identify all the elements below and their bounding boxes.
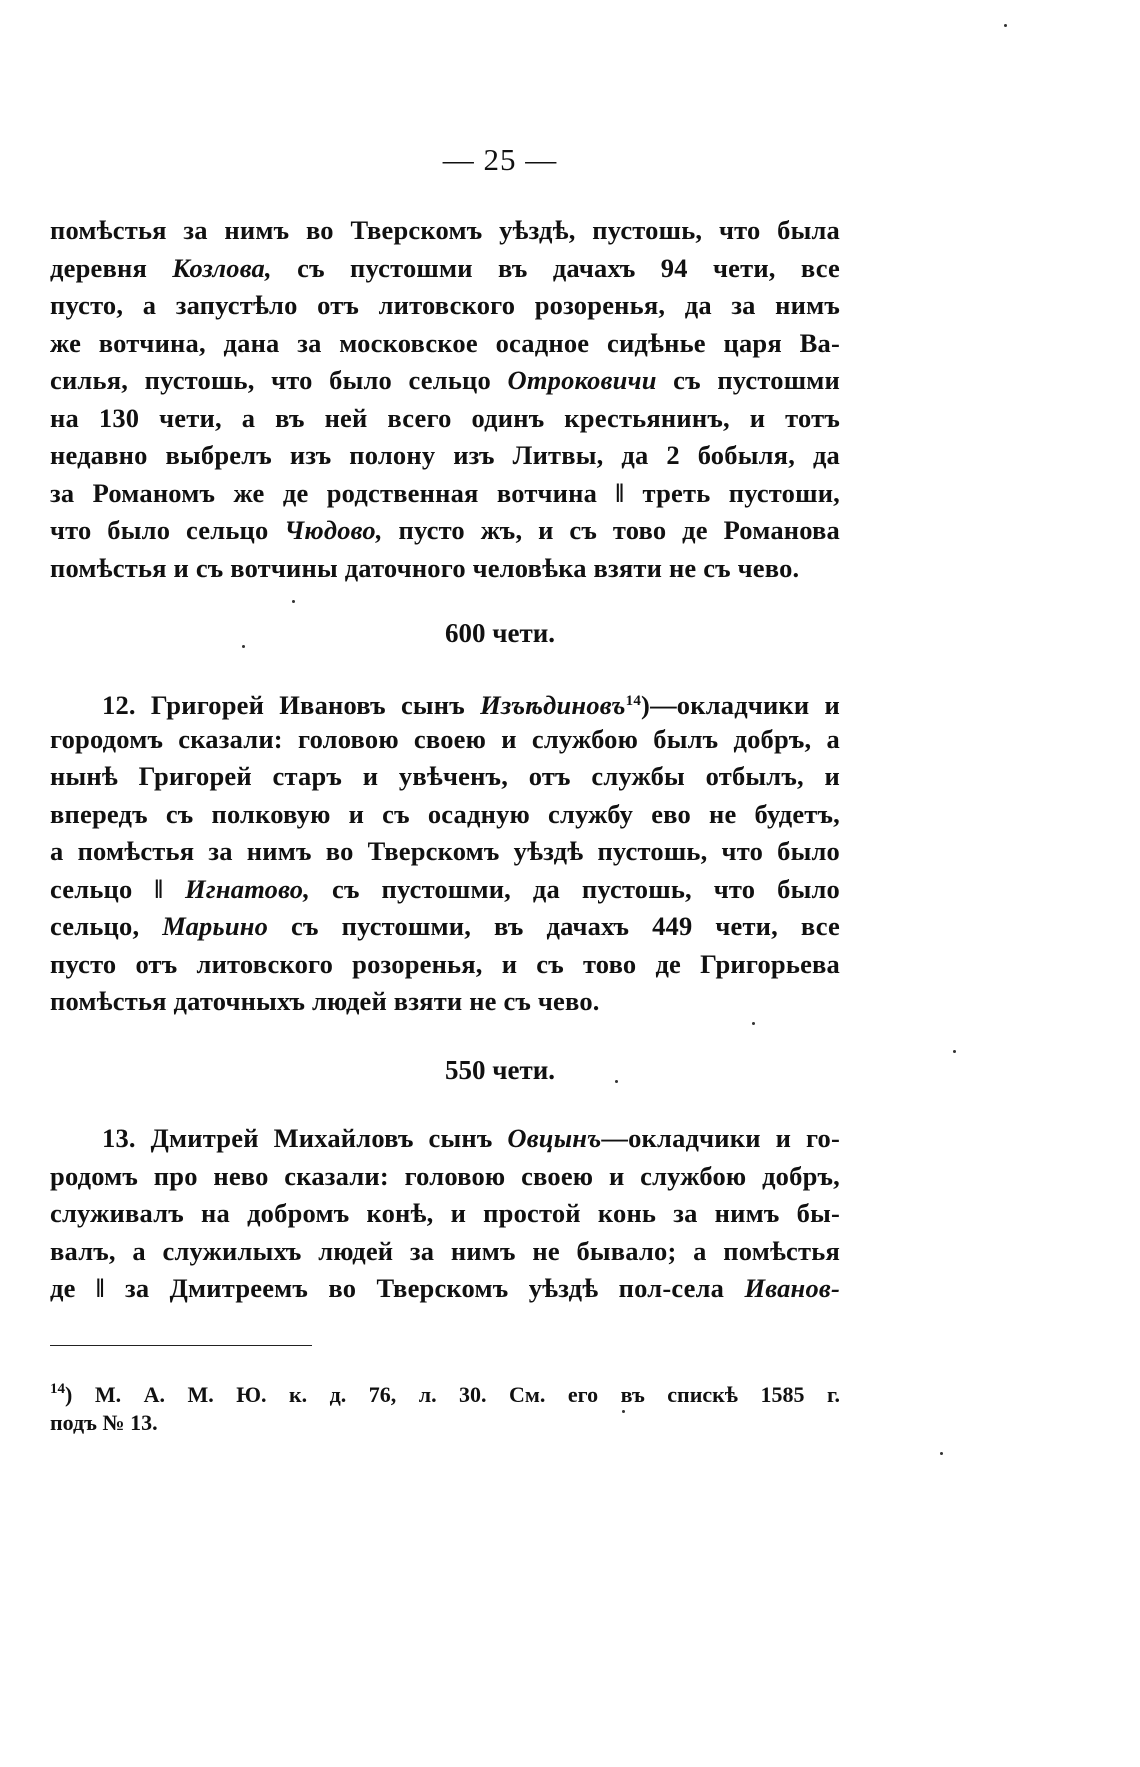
text-run: ) М. А. М. Ю. к. д. 76, л. 30. См. его въ спискѣ 1585 г. [65, 1382, 840, 1407]
text-run: недавно выбрелъ изъ полону изъ Литвы, да 2 бобыля, да [50, 440, 840, 470]
text-line [50, 721, 840, 759]
text-run: )—окладчики и [641, 690, 840, 720]
text-line [50, 550, 840, 588]
scan-speck [622, 1410, 625, 1413]
text-line [50, 437, 840, 475]
footnote-reference: 14 [625, 693, 642, 709]
text-run: силья, пустошь, что было сельцо [50, 365, 508, 395]
amount-550: 550 чети. [444, 1055, 556, 1085]
text-run: впередъ съ полковую и съ осадную службу ево не будетъ, [50, 798, 840, 829]
text-run: подъ № 13. [50, 1410, 158, 1435]
text-line [50, 833, 840, 871]
text-line [50, 1372, 840, 1406]
footnote-14 [50, 1372, 840, 1440]
italic-name: Козлова, [172, 252, 272, 283]
text-line [50, 1120, 840, 1158]
text-run: нынѣ Григорей старъ и увѣченъ, отъ службы отбылъ, и [50, 761, 840, 791]
text-run: а помѣстья за нимъ во Тверскомъ уѣздѣ пустошь, что было [50, 836, 840, 866]
text-run: пусто, а запустѣло отъ литовского розоренья, да за нимъ [50, 290, 840, 320]
entry-11-tail [50, 212, 840, 587]
entry-13 [50, 1120, 840, 1308]
text-line [50, 362, 840, 400]
page-number: — 25 — [442, 142, 558, 177]
text-run: за Романомъ же де родственная вотчина ‖ треть пустоши, [50, 477, 840, 508]
text-line [50, 1233, 840, 1271]
scan-speck [953, 1050, 956, 1053]
scan-speck [1004, 24, 1007, 27]
scan-speck [752, 1022, 755, 1025]
text-line [50, 325, 840, 363]
scan-speck [940, 1452, 943, 1455]
text-line [50, 1406, 840, 1440]
text-run: же вотчина, дана за московское осадное сидѣнье царя Ва- [50, 327, 840, 358]
text-run: помѣстья за нимъ во Тверскомъ уѣздѣ, пустошь, что была [50, 215, 840, 245]
text-line [50, 212, 840, 250]
text-run: съ пустошми въ дачахъ 94 чети, все [271, 252, 841, 283]
entry-12 [50, 683, 840, 1021]
text-line [50, 250, 840, 288]
text-run: служивалъ на добромъ конѣ, и простой конь за нимъ бы- [50, 1198, 840, 1228]
text-run: помѣстья и съ вотчины даточного человѣка взяти не съ чево. [50, 552, 800, 583]
text-line [50, 1270, 840, 1308]
text-line [50, 946, 840, 984]
text-run: сельцо, [50, 911, 163, 941]
text-run: пусто жъ, и съ тово де Романова [382, 515, 840, 545]
italic-name: Отроковичи [507, 365, 657, 395]
footnote-divider [50, 1345, 312, 1346]
scan-speck [242, 645, 245, 648]
italic-name: Игнатово, [185, 873, 311, 904]
text-line [50, 1195, 840, 1233]
text-line [50, 1158, 840, 1196]
italic-name: Иванов- [744, 1273, 840, 1303]
text-line [50, 758, 840, 796]
footnote-reference: 14 [50, 1381, 65, 1397]
text-run: пусто отъ литовского розоренья, и съ тово де Григорьева [50, 948, 840, 979]
italic-name: Изъѣдиновъ [480, 690, 626, 720]
scan-speck [292, 600, 295, 603]
text-run: 13. Дмитрей Михайловъ сынъ [102, 1123, 508, 1153]
italic-name: Овцынъ [507, 1123, 602, 1153]
text-run: съ пустошми, да пустошь, что было [310, 873, 840, 904]
text-run: городомъ сказали: головою своею и службою былъ добръ, а [50, 723, 840, 754]
text-run: 12. Григорей Ивановъ сынъ [102, 690, 481, 720]
text-run: деревня [50, 252, 173, 283]
text-run: родомъ про нево сказали: головою своею и службою добръ, [50, 1160, 840, 1191]
text-run: де ‖ за Дмитреемъ во Тверскомъ уѣздѣ пол-села [50, 1273, 745, 1303]
text-line [50, 683, 840, 721]
text-run: валъ, а служилыхъ людей за нимъ не бывало; а помѣстья [50, 1235, 840, 1266]
text-line [50, 287, 840, 325]
text-line [50, 400, 840, 438]
text-line [50, 475, 840, 513]
text-run: —окладчики и го- [601, 1123, 840, 1153]
text-run: на 130 чети, а въ ней всего одинъ крестьянинъ, и тотъ [50, 402, 840, 433]
text-line [50, 908, 840, 946]
italic-name: Чюдово, [284, 515, 383, 545]
text-run: что было сельцо [50, 515, 285, 545]
text-run: помѣстья даточныхъ людей взяти не съ чево. [50, 986, 600, 1016]
amount-600: 600 чети. [444, 618, 556, 648]
text-line [50, 983, 840, 1021]
scan-speck [615, 1080, 618, 1083]
text-run: сельцо ‖ [50, 873, 186, 904]
text-line [50, 796, 840, 834]
text-line [50, 871, 840, 909]
text-line [50, 512, 840, 550]
italic-name: Марьино [162, 911, 269, 941]
text-run: съ пустошми, въ дачахъ 449 чети, все [268, 911, 840, 941]
text-run: съ пустошми [656, 365, 841, 395]
